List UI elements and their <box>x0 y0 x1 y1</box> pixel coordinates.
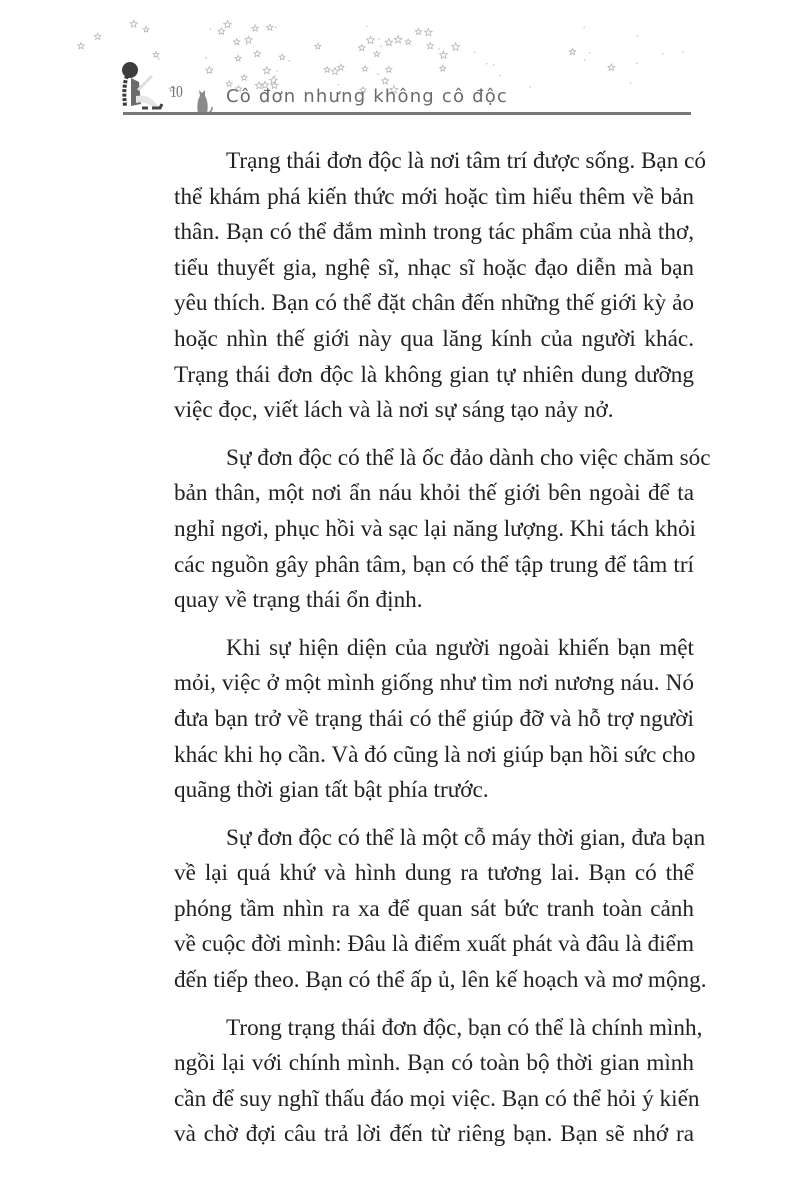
star-icon <box>331 68 338 75</box>
text-line: nghỉ ngơi, phục hồi và sạc lại năng lượng. Khi tách khỏi <box>174 515 697 542</box>
text-line: về cuộc đời mình: Đâu là điểm xuất phát và đâu là điểm <box>174 931 694 958</box>
text-line: thể khám phá kiến thức mới hoặc tìm hiểu thêm về bản <box>174 183 694 210</box>
dot-icon <box>246 44 248 46</box>
dot-icon <box>662 53 664 55</box>
text-line: các nguồn gây phân tâm, bạn có thể tập trung để tâm trí <box>174 551 694 578</box>
star-icon <box>405 39 411 44</box>
text-line: Trạng thái đơn độc là không gian tự nhiên dung dưỡng <box>174 361 694 388</box>
text-line: cần để suy nghĩ thấu đáo mọi việc. Bạn có thể hỏi ý kiến <box>174 1085 700 1112</box>
star-icon <box>382 78 389 84</box>
running-title: Cô đơn nhưng không cô độc <box>226 86 509 107</box>
star-icon <box>427 43 434 49</box>
star-icon <box>385 39 393 46</box>
dot-icon <box>205 57 207 59</box>
star-icon <box>224 21 231 28</box>
dot-icon <box>378 38 380 40</box>
star-icon <box>254 50 261 56</box>
text-line: quay về trạng thái ổn định. <box>174 587 423 614</box>
dot-icon <box>583 27 585 29</box>
text-line: về lại quá khứ và hình dung ra tương lai. Bạn có thể <box>174 860 694 887</box>
dot-icon <box>366 26 368 28</box>
dot-icon <box>209 28 211 30</box>
star-icon <box>394 36 402 43</box>
star-icon <box>234 39 240 45</box>
star-icon <box>338 64 344 70</box>
star-icon <box>386 66 392 72</box>
star-icon <box>245 36 252 43</box>
star-icon <box>143 27 149 33</box>
dot-icon <box>493 64 495 66</box>
dot-icon <box>276 70 278 72</box>
star-icon <box>362 66 368 72</box>
dot-icon <box>474 52 476 54</box>
star-icon <box>241 75 247 81</box>
star-icon <box>235 55 241 61</box>
dot-icon <box>274 75 276 77</box>
dot-icon <box>499 75 501 77</box>
star-icon <box>130 20 137 27</box>
dot-icon <box>682 51 684 53</box>
dot-icon <box>486 63 488 65</box>
star-icon <box>425 29 433 36</box>
star-icon <box>270 77 278 84</box>
dot-icon <box>630 82 632 84</box>
star-icon <box>263 67 270 74</box>
paragraph <box>122 1011 703 1153</box>
dot-icon <box>438 48 440 50</box>
star-icon <box>440 65 446 71</box>
dot-icon <box>380 46 382 48</box>
star-icon <box>569 49 575 55</box>
text-line: Sự đơn độc có thể là một cỗ máy thời gian, đưa bạn <box>226 824 706 851</box>
star-icon <box>359 45 366 51</box>
dot-icon <box>288 60 290 62</box>
dot-icon <box>443 52 445 54</box>
header-rule <box>123 112 691 115</box>
star-icon <box>415 29 421 35</box>
paragraph <box>122 631 694 809</box>
dot-icon <box>589 52 591 54</box>
dot-icon <box>637 35 639 37</box>
text-line: đưa bạn trở về trạng thái có thể giúp đỡ và hỗ trợ người <box>174 705 694 732</box>
text-line: thân. Bạn có thể đắm mình trong tác phẩm của nhà thơ, <box>174 219 694 246</box>
paragraph <box>122 441 711 619</box>
dot-icon <box>328 68 330 70</box>
paragraph <box>122 821 707 999</box>
text-line: khác khi họ cần. Và đó cũng là nơi giúp bạn hồi sức cho <box>174 741 696 768</box>
text-line: Trong trạng thái đơn độc, bạn có thể là chính mình, <box>226 1014 703 1041</box>
star-icon <box>218 28 225 35</box>
girl-reading-icon <box>118 56 176 114</box>
body-text <box>122 144 711 1165</box>
star-icon <box>206 67 213 74</box>
text-line: bản thân, một nơi ẩn náu khỏi thế giới bên ngoài để ta <box>174 480 694 507</box>
running-header <box>0 0 806 125</box>
text-line: phóng tầm nhìn ra xa để quan sát bức tranh toàn cảnh <box>174 895 694 922</box>
text-line: mỏi, việc ở một mình giống như tìm nơi nương náu. Nó <box>174 670 694 697</box>
star-icon <box>94 33 100 39</box>
dot-icon <box>377 73 379 75</box>
text-line: quãng thời gian tất bật phía trước. <box>174 777 489 804</box>
dot-icon <box>529 86 531 88</box>
text-line: tiểu thuyết gia, nghệ sĩ, nhạc sĩ hoặc đạo diễn mà bạn <box>174 254 694 281</box>
text-line: Khi sự hiện diện của người ngoài khiến bạn mệt <box>226 634 694 661</box>
text-line: hoặc nhìn thế giới này qua lăng kính của người khác. <box>174 325 694 352</box>
dot-icon <box>636 62 638 64</box>
star-icon <box>279 54 285 60</box>
star-icon <box>367 36 375 43</box>
dot-icon <box>275 26 277 28</box>
text-line: Trạng thái đơn độc là nơi tâm trí được sống. Bạn có <box>226 148 706 174</box>
star-icon <box>452 43 460 50</box>
star-icon <box>374 51 380 57</box>
paragraph <box>122 144 706 429</box>
text-line: Sự đơn độc có thể là ốc đảo dành cho việc chăm sóc <box>226 444 711 471</box>
dot-icon <box>584 59 586 61</box>
page-number: 10 <box>170 82 182 101</box>
cat-icon <box>192 86 218 114</box>
text-line: việc đọc, viết lách và là nơi sự sáng tạo nảy nở. <box>174 397 614 424</box>
text-line: đến tiếp theo. Bạn có thể ấp ủ, lên kế hoạch và mơ mộng. <box>174 967 707 994</box>
star-icon <box>440 51 448 58</box>
star-icon <box>252 25 259 31</box>
star-icon <box>608 64 615 71</box>
star-icon <box>315 43 321 49</box>
text-line: và chờ đợi câu trả lời đến từ riêng bạn. Bạn sẽ nhớ ra <box>174 1121 694 1148</box>
text-line: yêu thích. Bạn có thể đặt chân đến những thế giới kỳ ảo <box>174 290 694 317</box>
text-line: ngồi lại với chính mình. Bạn có toàn bộ thời gian mình <box>174 1050 694 1077</box>
star-icon <box>267 24 273 30</box>
star-icon <box>78 43 85 49</box>
